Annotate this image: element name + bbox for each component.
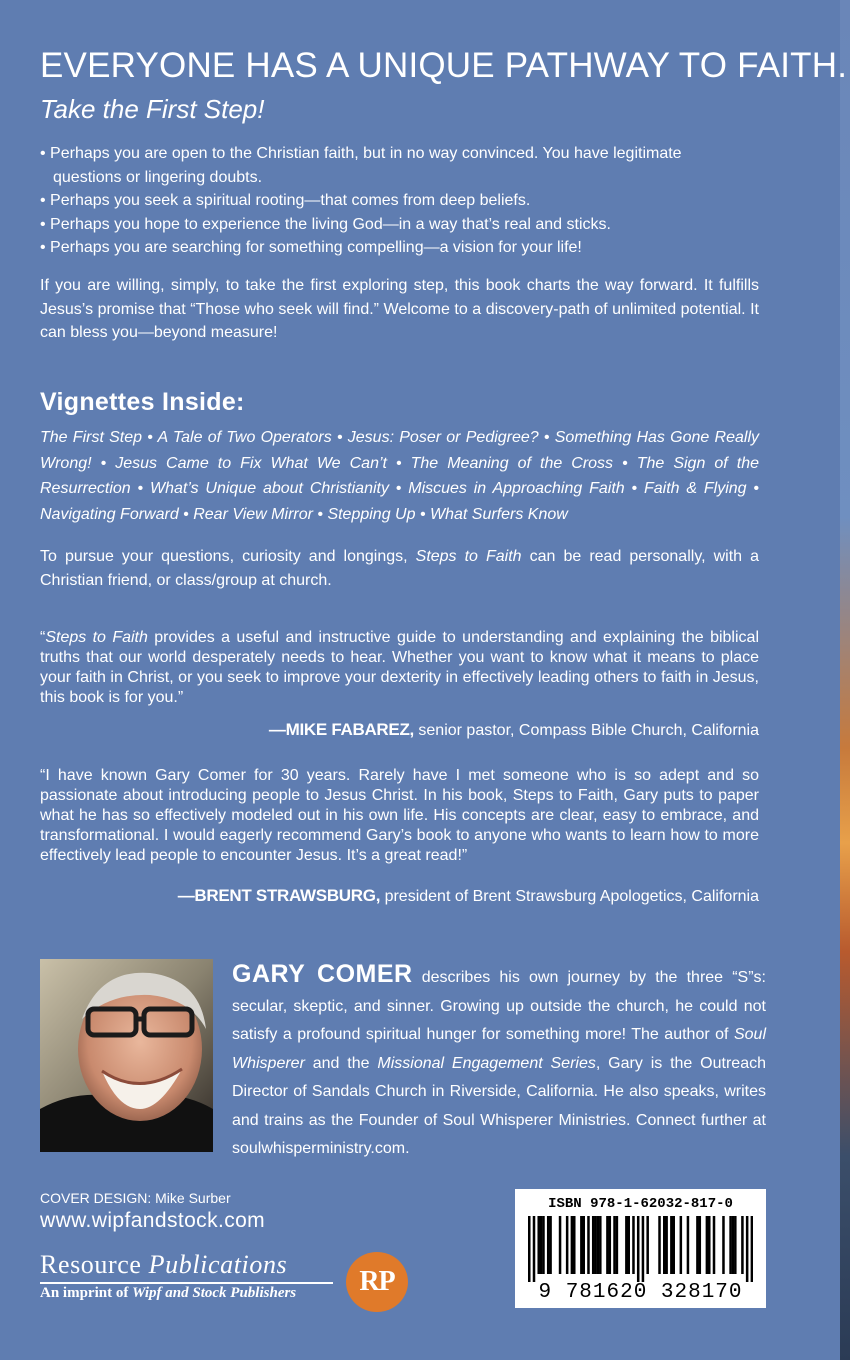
endorser-attribution	[178, 886, 759, 906]
author-photo	[40, 959, 213, 1152]
barcode-bar	[672, 1216, 675, 1274]
isbn-label: ISBN 978-1-62032-817-0	[548, 1196, 733, 1212]
barcode-bar	[680, 1216, 683, 1274]
barcode-bar	[642, 1216, 645, 1282]
endorser-name: —MIKE FABAREZ,	[268, 720, 414, 739]
endorser-role: senior pastor, Compass Bible Church, California	[413, 722, 759, 739]
headline: EVERYONE HAS A UNIQUE PATHWAY TO FAITH.	[40, 46, 848, 85]
barcode-bar	[746, 1216, 749, 1282]
isbn-barcode	[515, 1189, 766, 1308]
bio-text: and the	[304, 1054, 378, 1072]
imprint-text: Wipf and Stock Publishers	[132, 1285, 297, 1301]
barcode-bar	[592, 1216, 595, 1274]
endorser-name: —BRENT STRAWSBURG,	[177, 886, 381, 905]
book-title: Steps to Faith	[415, 548, 522, 565]
quote-text: provides a useful and instructive guide to understanding and explaining the biblical truths that our world desperately needs to hear. Whether you want to know what it means to place your faith in Christ, or you seek to improve your dexterity in effectively leading others to faith in Jesus, this book is for you.”	[40, 629, 759, 706]
publisher-name-part: Publications	[148, 1250, 288, 1279]
endorser-attribution	[269, 720, 759, 740]
barcode-bar	[687, 1216, 690, 1274]
barcode-bar	[699, 1216, 702, 1274]
barcode-bar	[665, 1216, 668, 1274]
barcode-bar	[637, 1216, 640, 1282]
barcode-bar	[729, 1216, 732, 1274]
barcode-bar	[658, 1216, 661, 1274]
barcode-bar	[537, 1216, 540, 1274]
barcode-bar	[632, 1216, 635, 1274]
bio-text: , Gary is the Outreach Director of Sandals Church in Riverside, California. He also speaks, writes and trains as the Founder of Soul Whisperer Ministries. Connect further at soulwhisperministry.com.	[232, 1054, 766, 1157]
endorser-role: president of Brent Strawsburg Apologetics, California	[380, 888, 759, 905]
barcode-bar	[533, 1216, 536, 1282]
barcode-bar	[540, 1216, 543, 1274]
publisher-name	[40, 1250, 287, 1280]
barcode-bars	[528, 1216, 753, 1282]
barcode-bar	[573, 1216, 576, 1274]
barcode-bar	[696, 1216, 699, 1274]
intro-paragraph: If you are willing, simply, to take the first exploring step, this book charts the way forward. It fulfills Jesus’s promise that “Those who seek will find.” Welcome to a discovery-path of unlimited potential. It can bless you—beyond measure!	[40, 277, 759, 341]
barcode-bar	[599, 1216, 602, 1274]
vignettes-heading: Vignettes Inside:	[40, 388, 245, 416]
barcode-bar	[713, 1216, 716, 1274]
barcode-bar	[594, 1216, 597, 1274]
endorsement-quote	[40, 628, 759, 708]
barcode-bar	[559, 1216, 562, 1274]
barcode-bar	[663, 1216, 666, 1274]
barcode-bar	[566, 1216, 569, 1274]
bio-text: describes his own journey by the three “S”s: secular, skeptic, and sinner. Growing up outside the church, he could not satisfy a profound spiritual hunger for something more! The author of	[232, 969, 767, 1043]
author-name: GARY COMER	[232, 960, 413, 988]
imprint-text: An imprint of	[40, 1285, 133, 1301]
barcode-bar	[606, 1216, 609, 1274]
barcode-bar	[708, 1216, 711, 1274]
barcode-bar	[616, 1216, 619, 1274]
barcode-bar	[751, 1216, 753, 1282]
book-title: Soul Whisperer	[232, 1026, 766, 1072]
bullet-item: • Perhaps you seek a spiritual rooting—that comes from deep beliefs.	[40, 189, 740, 213]
author-bio	[232, 960, 766, 1164]
barcode-bar	[609, 1216, 612, 1274]
barcode-bar	[734, 1216, 737, 1274]
bullet-list	[40, 142, 740, 260]
barcode-bar	[670, 1216, 673, 1274]
isbn-digits: 9 781620 328170	[538, 1281, 743, 1304]
barcode-bar	[549, 1216, 552, 1274]
barcode-bar	[706, 1216, 709, 1274]
barcode-bar	[580, 1216, 583, 1274]
barcode-bar	[587, 1216, 590, 1274]
barcode-bar	[625, 1216, 628, 1274]
barcode-bar	[722, 1216, 725, 1274]
book-title: Steps to Faith	[45, 629, 148, 646]
bullet-item: • Perhaps you hope to experience the living God—in a way that’s real and sticks.	[40, 213, 740, 237]
barcode-bar	[542, 1216, 545, 1274]
endorsement-quote: “I have known Gary Comer for 30 years. Rarely have I met someone who is so adept and so passionate about introducing people to Jesus Christ. In his book, Steps to Faith, Gary puts to paper what he has so effectively modeled out in his own life. His concepts are clear, easy to embrace, and transformational. I would eagerly recommend Gary’s book to anyone who wants to learn how to more effectively lead people to encounter Jesus. It’s a great read!”	[40, 767, 759, 864]
divider	[40, 1282, 333, 1284]
pursue-paragraph	[40, 545, 759, 592]
barcode-bar	[627, 1216, 630, 1274]
barcode-bar	[571, 1216, 574, 1274]
author-portrait	[40, 959, 213, 1152]
publisher-imprint	[40, 1285, 296, 1302]
vignettes-list: The First Step • A Tale of Two Operators • Jesus: Poser or Pedigree? • Something Has Gone Really Wrong! • Jesus Came to Fix What We Can’t • The Meaning of the Cross • The Sign of the Resurrection • What’s Unique about Christianity • Miscues in Approaching Faith • Faith & Flying • Navigating Forward • Rear View Mirror • Stepping Up • What Surfers Know	[40, 429, 759, 523]
pursue-text: can be read personally, with a Christian friend, or class/group at church.	[40, 548, 760, 589]
barcode-bar	[597, 1216, 600, 1274]
publisher-name-part: Resource	[40, 1250, 149, 1279]
subhead: Take the First Step!	[40, 94, 265, 124]
barcode-bar	[528, 1216, 531, 1282]
quote-mark: “	[40, 629, 46, 646]
cover-design-credit: COVER DESIGN: Mike Surber	[40, 1190, 231, 1206]
barcode-bar	[547, 1216, 550, 1274]
barcode-bar	[646, 1216, 649, 1274]
barcode-bar	[613, 1216, 616, 1274]
publisher-logo: RP	[346, 1252, 408, 1312]
barcode-bar	[741, 1216, 744, 1274]
pursue-text: To pursue your questions, curiosity and longings,	[40, 548, 416, 565]
bullet-item: • Perhaps you are open to the Christian faith, but in no way convinced. You have legitimate questions or lingering doubts.	[40, 142, 740, 189]
publisher-website: www.wipfandstock.com	[40, 1209, 266, 1232]
barcode-bar	[732, 1216, 735, 1274]
bullet-item: • Perhaps you are searching for something compelling—a vision for your life!	[40, 236, 740, 260]
barcode-bar	[582, 1216, 585, 1274]
book-title: Missional Engagement Series	[377, 1054, 596, 1072]
sunset-edge-strip	[840, 0, 850, 1360]
